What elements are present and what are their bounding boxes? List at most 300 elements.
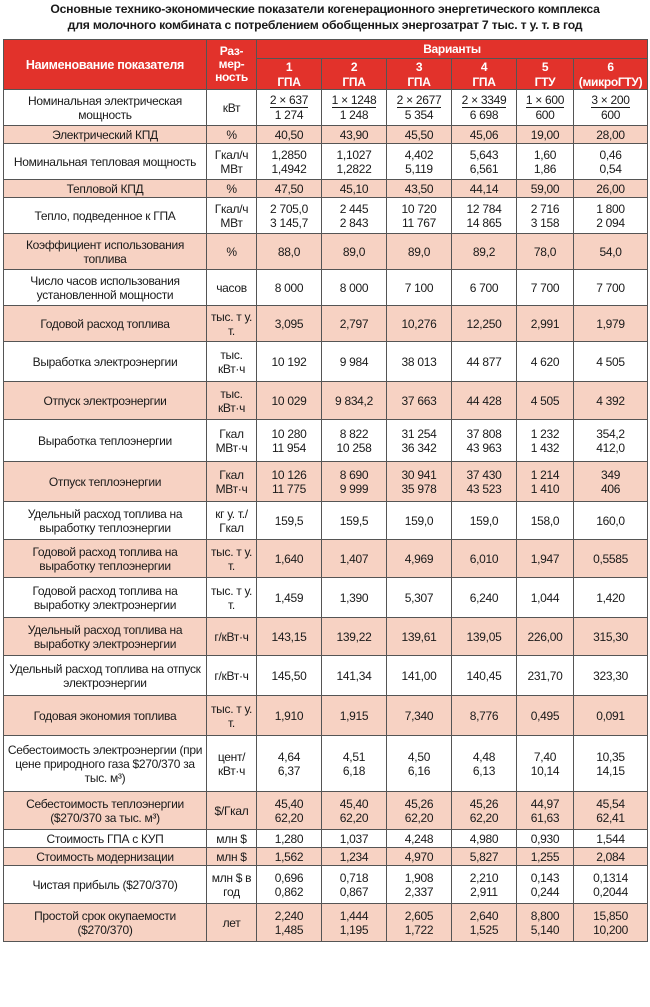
value-line: 45,26 <box>404 796 434 811</box>
value-line: 0,718 <box>339 870 369 885</box>
value-cell <box>387 198 452 234</box>
value-line: 6,010 <box>469 551 499 566</box>
value-line: 0,2044 <box>593 884 628 899</box>
value-line: 61,63 <box>530 810 560 825</box>
value-line: 1 410 <box>530 481 560 496</box>
value-line: 2 716 <box>530 201 560 216</box>
value-line: 5,307 <box>404 590 434 605</box>
value-line: 4,48 <box>472 749 496 764</box>
value-line: 37 663 <box>401 393 437 408</box>
value-line: 59,00 <box>530 181 560 196</box>
row-unit: кВт <box>207 90 257 126</box>
value-cell <box>574 126 648 144</box>
value-line: 45,40 <box>339 796 369 811</box>
value-cell <box>387 420 452 462</box>
value-cell <box>257 736 322 792</box>
value-cell <box>574 578 648 618</box>
value-cell <box>322 736 387 792</box>
value-cell <box>452 180 517 198</box>
value-line: 11 767 <box>401 215 436 230</box>
value-cell <box>452 696 517 736</box>
value-line: 10 280 <box>271 426 307 441</box>
value-line: 1,280 <box>274 831 304 846</box>
value-cell <box>452 462 517 502</box>
row-name: Чистая прибыль ($270/370) <box>4 866 207 904</box>
unit-count-fraction: 2 × 637 <box>269 93 309 107</box>
value-cell <box>452 848 517 866</box>
value-line: 1 274 <box>274 108 304 122</box>
value-line: 0,091 <box>596 708 625 723</box>
table-row <box>4 792 648 830</box>
value-line: 1 800 <box>596 201 625 216</box>
value-cell <box>452 656 517 696</box>
name-column-header: Наименование показателя <box>4 40 207 90</box>
value-line: 54,0 <box>599 244 622 259</box>
value-cell <box>387 270 452 306</box>
value-cell <box>574 270 648 306</box>
variant-number-5: 5 <box>517 59 574 75</box>
table-row <box>4 382 648 420</box>
value-line: 6,13 <box>472 763 496 778</box>
value-line: 14,15 <box>596 763 625 778</box>
value-line: 44,97 <box>530 796 560 811</box>
value-cell <box>574 382 648 420</box>
row-unit: % <box>207 180 257 198</box>
value-cell <box>257 502 322 540</box>
value-line: 62,20 <box>469 810 499 825</box>
value-cell <box>574 198 648 234</box>
value-line: 31 254 <box>401 426 437 441</box>
value-line: 139,05 <box>466 629 502 644</box>
row-name: Себестоимость электроэнергии (при цене природного газа $270/370 за тыс. м³) <box>4 736 207 792</box>
row-name: Годовой расход топлива на выработку теплоэнергии <box>4 540 207 578</box>
table-row <box>4 234 648 270</box>
value-cell <box>387 502 452 540</box>
value-cell <box>452 126 517 144</box>
value-line: 30 941 <box>401 467 437 482</box>
value-line: 7 100 <box>404 280 434 295</box>
variant-number-2: 2 <box>322 59 387 75</box>
value-cell <box>322 306 387 342</box>
value-line: 10,200 <box>593 922 628 937</box>
value-cell <box>387 462 452 502</box>
value-cell <box>257 848 322 866</box>
value-line: 8,776 <box>469 708 499 723</box>
value-line: 1,640 <box>274 551 304 566</box>
value-line: 45,50 <box>404 127 434 142</box>
value-cell <box>517 270 574 306</box>
row-unit: $/Гкал <box>207 792 257 830</box>
variant-number-4: 4 <box>452 59 517 75</box>
value-cell <box>387 792 452 830</box>
value-cell <box>574 462 648 502</box>
value-cell <box>452 306 517 342</box>
value-cell <box>574 792 648 830</box>
value-line: 406 <box>600 481 621 496</box>
table-row <box>4 270 648 306</box>
value-line: 38 013 <box>401 354 437 369</box>
value-cell <box>452 144 517 180</box>
value-line: 4,402 <box>404 147 434 162</box>
value-line: 4 392 <box>596 393 625 408</box>
table-row <box>4 420 648 462</box>
table-row <box>4 198 648 234</box>
value-cell <box>322 578 387 618</box>
value-cell <box>322 382 387 420</box>
row-name: Тепловой КПД <box>4 180 207 198</box>
value-cell <box>257 540 322 578</box>
value-line: 7,40 <box>533 749 557 764</box>
value-line: 1,444 <box>339 908 369 923</box>
value-cell <box>517 866 574 904</box>
table-row <box>4 904 648 942</box>
value-line: 2,210 <box>469 870 499 885</box>
value-cell <box>452 342 517 382</box>
row-unit: тыс. т у. т. <box>207 578 257 618</box>
variant-type-4: ГПА <box>452 74 517 90</box>
value-cell <box>322 656 387 696</box>
value-cell <box>322 866 387 904</box>
table-row <box>4 736 648 792</box>
table-row <box>4 126 648 144</box>
value-cell <box>517 342 574 382</box>
unit-count-fraction: 1 × 600 <box>525 93 565 107</box>
table-row <box>4 848 648 866</box>
value-line: 4,51 <box>342 749 366 764</box>
value-line: 140,45 <box>466 668 502 683</box>
row-name: Удельный расход топлива на выработку теплоэнергии <box>4 502 207 540</box>
row-name: Годовой расход топлива <box>4 306 207 342</box>
value-line: 0,143 <box>530 870 560 885</box>
value-line: 15,850 <box>593 908 628 923</box>
value-cell <box>517 180 574 198</box>
value-line: 139,61 <box>401 629 437 644</box>
value-line: 62,20 <box>339 810 369 825</box>
variant-type-3: ГПА <box>387 74 452 90</box>
value-cell <box>387 848 452 866</box>
table-title-line-1: Основные технико-экономические показатели когенерационного энергетического комплекса <box>50 2 600 16</box>
value-cell <box>574 656 648 696</box>
row-name: Удельный расход топлива на отпуск электроэнергии <box>4 656 207 696</box>
value-line: 37 808 <box>466 426 502 441</box>
value-cell <box>322 90 387 126</box>
value-line: 6,37 <box>277 763 301 778</box>
row-name: Число часов использования установленной мощности <box>4 270 207 306</box>
row-name: Выработка электроэнергии <box>4 342 207 382</box>
value-line: 43,50 <box>404 181 434 196</box>
value-line: 10,276 <box>401 316 437 331</box>
indicators-table <box>3 39 648 942</box>
value-line: 43,90 <box>339 127 369 142</box>
value-line: 1,044 <box>530 590 560 605</box>
value-cell <box>574 540 648 578</box>
value-line: 141,34 <box>336 668 372 683</box>
unit-count-fraction: 2 × 2677 <box>396 93 442 107</box>
value-line: 89,0 <box>407 244 431 259</box>
value-cell <box>517 306 574 342</box>
value-line: 37 430 <box>466 467 502 482</box>
value-cell <box>517 830 574 848</box>
row-name: Простой срок окупаемости ($270/370) <box>4 904 207 942</box>
value-line: 40,50 <box>274 127 304 142</box>
value-cell <box>322 540 387 578</box>
value-cell <box>387 656 452 696</box>
value-line: 44,14 <box>469 181 499 196</box>
table-title-line-2: для молочного комбината с потреблением обобщенных энергозатрат 7 тыс. т у. т. в год <box>67 18 583 32</box>
value-line: 1 232 <box>530 426 560 441</box>
value-line: 2 843 <box>339 215 369 230</box>
row-name: Удельный расход топлива на выработку электроэнергии <box>4 618 207 656</box>
value-line: 10 720 <box>401 201 437 216</box>
value-line: 4,970 <box>404 849 434 864</box>
value-line: 1,420 <box>596 590 625 605</box>
value-cell <box>322 420 387 462</box>
value-line: 412,0 <box>596 440 625 455</box>
value-line: 0,867 <box>339 884 369 899</box>
row-name: Стоимость модернизации <box>4 848 207 866</box>
value-line: 1,234 <box>339 849 369 864</box>
row-unit: часов <box>207 270 257 306</box>
value-line: 1,2822 <box>336 161 372 176</box>
value-line: 1,908 <box>404 870 434 885</box>
value-line: 1,2850 <box>271 147 307 162</box>
value-line: 2,797 <box>339 316 369 331</box>
value-line: 6,561 <box>469 161 499 176</box>
value-cell <box>257 306 322 342</box>
value-cell <box>452 830 517 848</box>
value-line: 6,16 <box>407 763 431 778</box>
value-line: 354,2 <box>596 426 625 441</box>
value-line: 6,18 <box>342 763 366 778</box>
table-row <box>4 90 648 126</box>
value-cell <box>574 90 648 126</box>
value-cell <box>517 462 574 502</box>
value-line: 7 700 <box>596 280 625 295</box>
value-line: 45,40 <box>274 796 304 811</box>
value-cell <box>517 792 574 830</box>
row-unit: Гкал МВт·ч <box>207 420 257 462</box>
value-cell <box>517 904 574 942</box>
value-line: 89,2 <box>472 244 496 259</box>
value-line: 1,485 <box>274 922 304 937</box>
value-cell <box>257 462 322 502</box>
value-cell <box>517 578 574 618</box>
value-line <box>324 93 384 108</box>
table-row <box>4 180 648 198</box>
value-line: 78,0 <box>533 244 557 259</box>
value-cell <box>322 696 387 736</box>
value-line: 6 698 <box>469 108 499 122</box>
value-cell <box>517 656 574 696</box>
value-line: 1,390 <box>339 590 369 605</box>
value-line: 159,0 <box>404 513 434 528</box>
value-cell <box>257 234 322 270</box>
value-line: 0,244 <box>530 884 560 899</box>
value-line: 11 775 <box>271 481 306 496</box>
value-line: 158,0 <box>530 513 560 528</box>
row-unit: кг у. т./ Гкал <box>207 502 257 540</box>
value-line: 160,0 <box>596 513 625 528</box>
value-line: 159,5 <box>339 513 369 528</box>
value-line: 47,50 <box>274 181 304 196</box>
value-line: 4 505 <box>596 354 625 369</box>
row-unit: % <box>207 234 257 270</box>
value-line: 4 505 <box>530 393 560 408</box>
value-cell <box>322 792 387 830</box>
value-cell <box>387 126 452 144</box>
value-line: 10,35 <box>596 749 625 764</box>
table-header <box>4 40 648 90</box>
value-cell <box>387 618 452 656</box>
value-line: 1,60 <box>533 147 557 162</box>
value-line: 4,969 <box>404 551 434 566</box>
row-name: Отпуск теплоэнергии <box>4 462 207 502</box>
value-cell <box>452 618 517 656</box>
row-unit: Гкал/ч МВт <box>207 198 257 234</box>
value-line: 43 963 <box>466 440 502 455</box>
value-line: 8 822 <box>339 426 369 441</box>
value-line: 1,407 <box>339 551 369 566</box>
value-line: 6 700 <box>469 280 499 295</box>
value-cell <box>517 382 574 420</box>
row-unit: Гкал МВт·ч <box>207 462 257 502</box>
value-line: 2,640 <box>469 908 499 923</box>
value-line: 5,140 <box>530 922 560 937</box>
value-line: 145,50 <box>271 668 307 683</box>
value-line: 1,195 <box>339 922 369 937</box>
value-line: 2 705,0 <box>270 201 308 216</box>
value-line: 1,4942 <box>271 161 307 176</box>
value-cell <box>257 866 322 904</box>
value-cell <box>387 90 452 126</box>
value-cell <box>257 382 322 420</box>
value-cell <box>387 342 452 382</box>
variant-type-5: ГТУ <box>517 74 574 90</box>
value-line <box>576 93 645 108</box>
table-row <box>4 462 648 502</box>
value-line: 62,41 <box>596 810 625 825</box>
value-cell <box>257 180 322 198</box>
value-line: 45,06 <box>469 127 499 142</box>
value-line: 0,930 <box>530 831 560 846</box>
value-line: 62,20 <box>274 810 304 825</box>
table-row <box>4 830 648 848</box>
table-row <box>4 578 648 618</box>
value-cell <box>387 904 452 942</box>
value-cell <box>452 198 517 234</box>
value-line: 10 029 <box>271 393 307 408</box>
value-line: 2,991 <box>530 316 560 331</box>
row-unit: млн $ <box>207 848 257 866</box>
value-cell <box>574 234 648 270</box>
value-line: 2,911 <box>470 884 498 899</box>
value-cell <box>257 578 322 618</box>
value-line: 3 145,7 <box>270 215 308 230</box>
value-cell <box>257 792 322 830</box>
value-cell <box>452 270 517 306</box>
value-line: 1,255 <box>530 849 560 864</box>
value-cell <box>452 578 517 618</box>
variant-type-1: ГПА <box>257 74 322 90</box>
value-line: 1 432 <box>530 440 560 455</box>
value-line: 1 214 <box>530 467 560 482</box>
value-cell <box>257 904 322 942</box>
value-line: 1,910 <box>274 708 304 723</box>
value-line: 226,00 <box>527 629 563 644</box>
value-cell <box>517 736 574 792</box>
value-line: 4,980 <box>469 831 499 846</box>
value-cell <box>257 90 322 126</box>
value-line: 5,643 <box>469 147 499 162</box>
value-cell <box>322 342 387 382</box>
value-line: 1,459 <box>274 590 304 605</box>
row-name: Себестоимость теплоэнергии ($270/370 за тыс. м³) <box>4 792 207 830</box>
unit-column-header: Раз-мер-ность <box>207 40 257 90</box>
value-line: 10 192 <box>271 354 307 369</box>
value-line: 1,525 <box>469 922 499 937</box>
value-line: 9 999 <box>339 481 369 496</box>
value-line: 45,26 <box>469 796 499 811</box>
value-cell <box>452 792 517 830</box>
value-cell <box>257 656 322 696</box>
value-cell <box>574 866 648 904</box>
value-cell <box>574 144 648 180</box>
table-row <box>4 342 648 382</box>
value-cell <box>387 540 452 578</box>
value-line: 2,240 <box>274 908 304 923</box>
value-cell <box>257 618 322 656</box>
value-line: 10 258 <box>336 440 372 455</box>
unit-count-fraction: 2 × 3349 <box>461 93 507 107</box>
value-cell <box>322 180 387 198</box>
value-line: 141,00 <box>401 668 437 683</box>
value-line: 43 523 <box>466 481 502 496</box>
value-line: 349 <box>600 467 621 482</box>
row-unit: г/кВт·ч <box>207 656 257 696</box>
value-line: 1,722 <box>404 922 434 937</box>
value-cell <box>322 198 387 234</box>
value-line: 28,00 <box>596 127 625 142</box>
variant-type-2: ГПА <box>322 74 387 90</box>
value-line: 9 984 <box>339 354 369 369</box>
variant-type-6: (микроГТУ) <box>574 74 648 90</box>
row-unit: лет <box>207 904 257 942</box>
value-cell <box>322 270 387 306</box>
value-line: 0,495 <box>530 708 560 723</box>
value-line: 600 <box>535 108 555 122</box>
value-cell <box>257 420 322 462</box>
value-line: 3 158 <box>530 215 560 230</box>
value-line: 4 620 <box>530 354 560 369</box>
value-cell <box>517 420 574 462</box>
value-line: 11 954 <box>271 440 306 455</box>
value-cell <box>387 736 452 792</box>
variants-header: Варианты <box>257 40 648 59</box>
value-line: 5,119 <box>405 161 433 176</box>
value-line: 5,827 <box>469 849 499 864</box>
value-line: 1,915 <box>339 708 369 723</box>
value-line: 1,86 <box>533 161 557 176</box>
value-cell <box>452 904 517 942</box>
row-name: Коэффициент использования топлива <box>4 234 207 270</box>
row-name: Номинальная электрическая мощность <box>4 90 207 126</box>
value-cell <box>517 540 574 578</box>
value-line: 14 865 <box>466 215 502 230</box>
value-line: 4,50 <box>407 749 431 764</box>
value-line: 8 000 <box>339 280 369 295</box>
unit-count-fraction: 3 × 200 <box>591 93 630 107</box>
value-line: 35 978 <box>401 481 437 496</box>
